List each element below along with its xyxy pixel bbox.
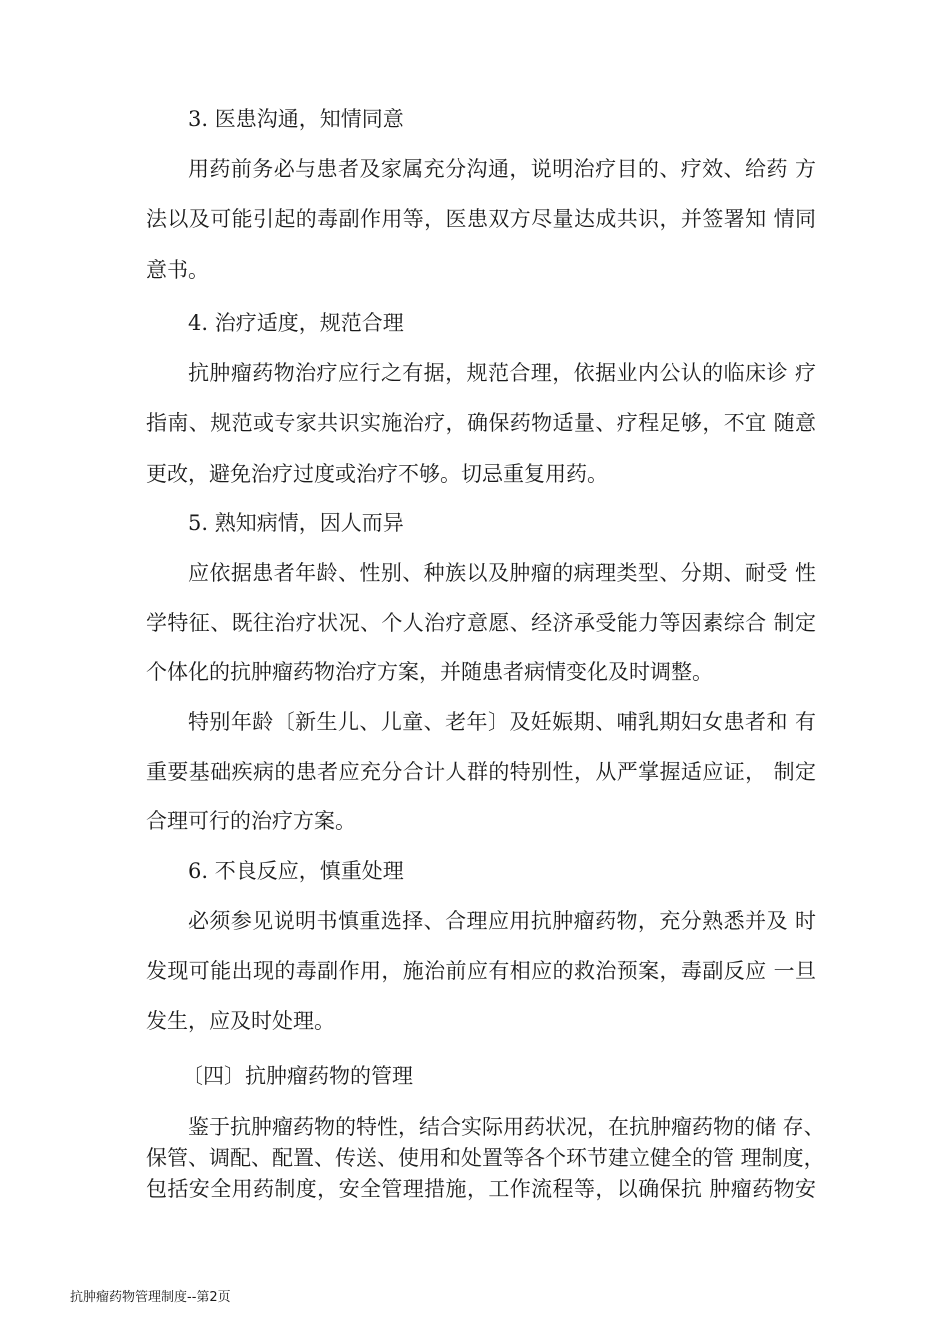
section-4-heading: 4. 治疗适度，规范合理 bbox=[188, 311, 404, 335]
paragraph-line: 法以及可能引起的毒副作用等，医患双方尽量达成共识，并签署知 情同 bbox=[146, 207, 816, 231]
paragraph-line: 指南、规范或专家共识实施治疗，确保药物适量、疗程足够，不宜 随意 bbox=[146, 411, 816, 435]
paragraph-line: 包括安全用药制度，安全管理措施，工作流程等，以确保抗 肿瘤药物安 bbox=[146, 1177, 816, 1201]
paragraph-line: 更改，避免治疗过度或治疗不够。切忌重复用药。 bbox=[146, 462, 608, 486]
paragraph-line: 应依据患者年龄、性别、种族以及肿瘤的病理类型、分期、耐受 性 bbox=[188, 561, 816, 585]
page-footer: 抗肿瘤药物管理制度--第2页 bbox=[70, 1290, 231, 1305]
paragraph-line: 合理可行的治疗方案。 bbox=[146, 809, 356, 833]
paragraph-line: 发现可能出现的毒副作用，施治前应有相应的救治预案，毒副反应 一旦 bbox=[146, 959, 816, 983]
section-3-heading: 3. 医患沟通，知情同意 bbox=[188, 107, 404, 131]
paragraph-line: 意书。 bbox=[146, 258, 209, 282]
paragraph-line: 抗肿瘤药物治疗应行之有据，规范合理，依据业内公认的临床诊 疗 bbox=[188, 361, 816, 385]
paragraph-line: 发生，应及时处理。 bbox=[146, 1009, 335, 1033]
paragraph-line: 重要基础疾病的患者应充分合计人群的特别性，从严掌握适应证， 制定 bbox=[146, 760, 816, 784]
section-5-heading: 5. 熟知病情，因人而异 bbox=[188, 511, 404, 535]
paragraph-line: 学特征、既往治疗状况、个人治疗意愿、经济承受能力等因素综合 制定 bbox=[146, 611, 816, 635]
paragraph-line: 用药前务必与患者及家属充分沟通，说明治疗目的、疗效、给药 方 bbox=[188, 157, 816, 181]
paragraph-line: 特别年龄〔新生儿、儿童、老年〕及妊娠期、哺乳期妇女患者和 有 bbox=[188, 710, 816, 734]
section-6-heading: 6. 不良反应，慎重处理 bbox=[188, 859, 404, 883]
paragraph-line: 个体化的抗肿瘤药物治疗方案，并随患者病情变化及时调整。 bbox=[146, 660, 713, 684]
part-4-heading: 〔四〕抗肿瘤药物的管理 bbox=[182, 1064, 413, 1088]
paragraph-line: 鉴于抗肿瘤药物的特性，结合实际用药状况，在抗肿瘤药物的储 存、 bbox=[188, 1115, 825, 1139]
paragraph-line: 必须参见说明书慎重选择、合理应用抗肿瘤药物，充分熟悉并及 时 bbox=[188, 909, 816, 933]
paragraph-line: 保管、调配、配置、传送、使用和处置等各个环节建立健全的管 理制度， bbox=[146, 1146, 825, 1170]
